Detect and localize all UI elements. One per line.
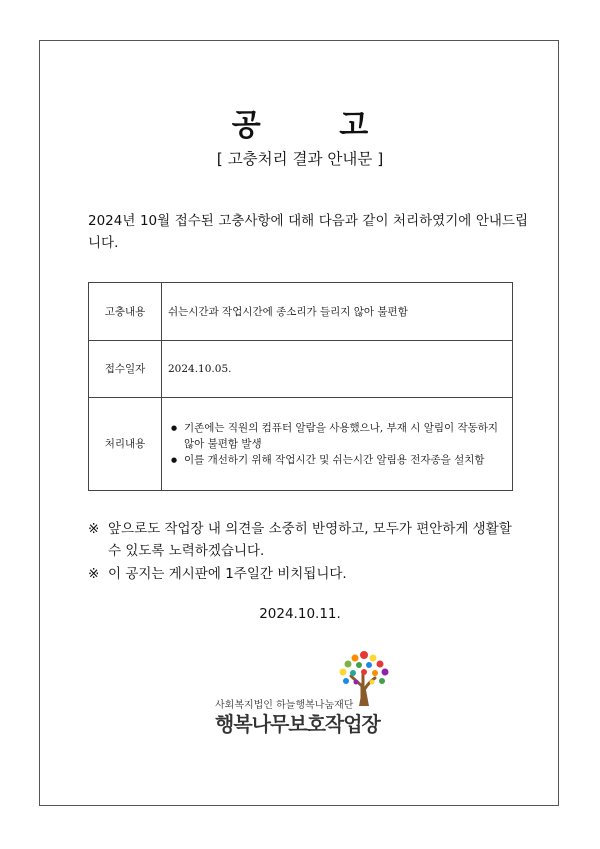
action-list — [168, 420, 506, 468]
note-posting — [88, 563, 528, 585]
table-row — [89, 341, 513, 398]
organization-logo — [215, 650, 415, 740]
note-feedback — [88, 518, 528, 562]
row-value-complaint: 쉬는시간과 작업시간에 종소리가 들리지 않아 불편함 — [162, 283, 513, 341]
list-item: ● 기존에는 직원의 컴퓨터 알람을 사용했으나, 부재 시 알림이 작동하지 않아 불편함 발생 — [184, 420, 506, 452]
intro-paragraph: 2024년 10월 접수된 고충사항에 대해 다음과 같이 처리하였기에 안내드립니다. — [88, 213, 528, 251]
note-text: 이 공지는 게시판에 1주일간 비치됩니다. — [108, 566, 347, 582]
organization-name: 행복나무보호작업장 — [215, 712, 380, 736]
note-mark: ※ — [88, 521, 100, 537]
row-value-received-date: 2024.10.05. — [162, 341, 513, 398]
organization-parent: 사회복지법인 하늘행복나눔재단 — [215, 700, 354, 711]
notice-date: 2024.10.11. — [259, 606, 341, 622]
note-text: 앞으로도 작업장 내 의견을 소중히 반영하고, 모두가 편안하게 생활할 수 있도록 노력하겠습니다. — [108, 521, 512, 559]
notice-title: 공 고 — [231, 108, 403, 143]
row-label-action: 처리내용 — [89, 398, 162, 491]
row-label-received-date: 접수일자 — [89, 341, 162, 398]
row-value-action — [162, 398, 513, 491]
note-mark: ※ — [88, 566, 100, 582]
notice-subtitle: [ 고충처리 결과 안내문 ] — [216, 150, 384, 168]
grievance-table — [88, 282, 513, 491]
table-row — [89, 283, 513, 341]
list-item: ● 이를 개선하기 위해 작업시간 및 쉬는시간 알림용 전자종을 설치함 — [184, 452, 506, 468]
table-row — [89, 398, 513, 491]
row-label-complaint: 고충내용 — [89, 283, 162, 341]
